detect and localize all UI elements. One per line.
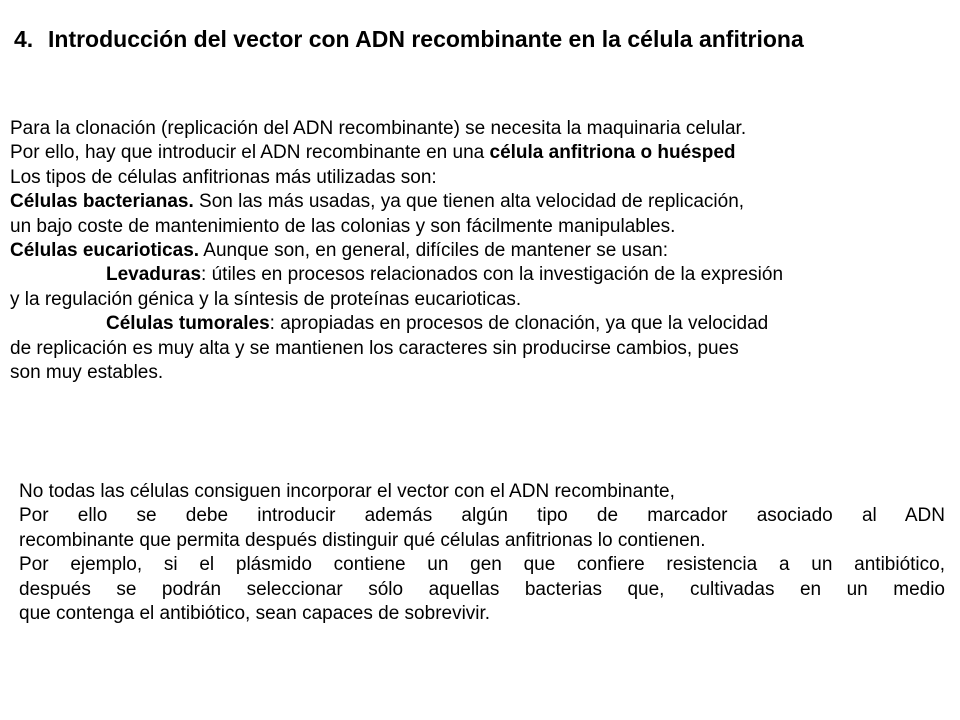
text-line: después se podrán seleccionar sólo aquellas bacterias que, cultivadas en un medio [19,578,945,600]
bold-term: Células eucarioticas. [10,239,200,261]
text-line: que contenga el antibiótico, sean capaces de sobrevivir. [19,602,491,624]
text-line [10,190,960,214]
section-heading: Introducción del vector con ADN recombinante en la célula anfitriona [48,26,804,52]
bold-term: célula anfitriona o huésped [489,142,736,164]
text-line: Para la clonación (replicación del ADN recombinante) se necesita la maquinaria celular. [10,118,747,139]
text-span: Por ello, hay que introducir el ADN recombinante en una [10,142,490,164]
main-paragraph [10,117,960,385]
text-line: un bajo coste de mantenimiento de las colonias y son fácilmente manipulables. [10,215,676,237]
bold-term: Levaduras [106,264,202,286]
text-line: No todas las células consiguen incorporar el vector con el ADN recombinante, [19,481,675,502]
text-line: de replicación es muy alta y se mantienen los caracteres sin producirse cambios, pues [10,337,739,359]
text-line: y la regulación génica y la síntesis de proteínas eucarioticas. [10,288,522,310]
page-title [14,26,954,53]
text-span: Son las más usadas, ya que tienen alta velocidad de replicación, [193,191,745,213]
text-line [10,141,960,165]
text-line [10,263,960,287]
text-line: Por ello se debe introducir además algún tipo de marcador asociado al ADN [19,505,945,527]
text-span: Aunque son, en general, difíciles de mantener se usan: [199,239,669,261]
text-line [10,239,960,263]
text-line: recombinante que permita después distinguir qué células anfitrionas lo contienen. [19,529,706,551]
section-number: 4. [14,26,34,52]
second-paragraph [19,480,945,626]
bold-term: Células bacterianas. [10,191,194,213]
bold-term: Células tumorales [106,313,270,335]
text-line: son muy estables. [10,361,164,383]
text-line: Por ejemplo, si el plásmido contiene un gen que confiere resistencia a un antibiótico, [19,554,945,576]
text-span: : apropiadas en procesos de clonación, ya que la velocidad [269,313,769,335]
text-line [10,312,960,336]
text-line: Los tipos de células anfitrionas más utilizadas son: [10,166,437,188]
text-span: : útiles en procesos relacionados con la investigación de la expresión [201,264,784,286]
